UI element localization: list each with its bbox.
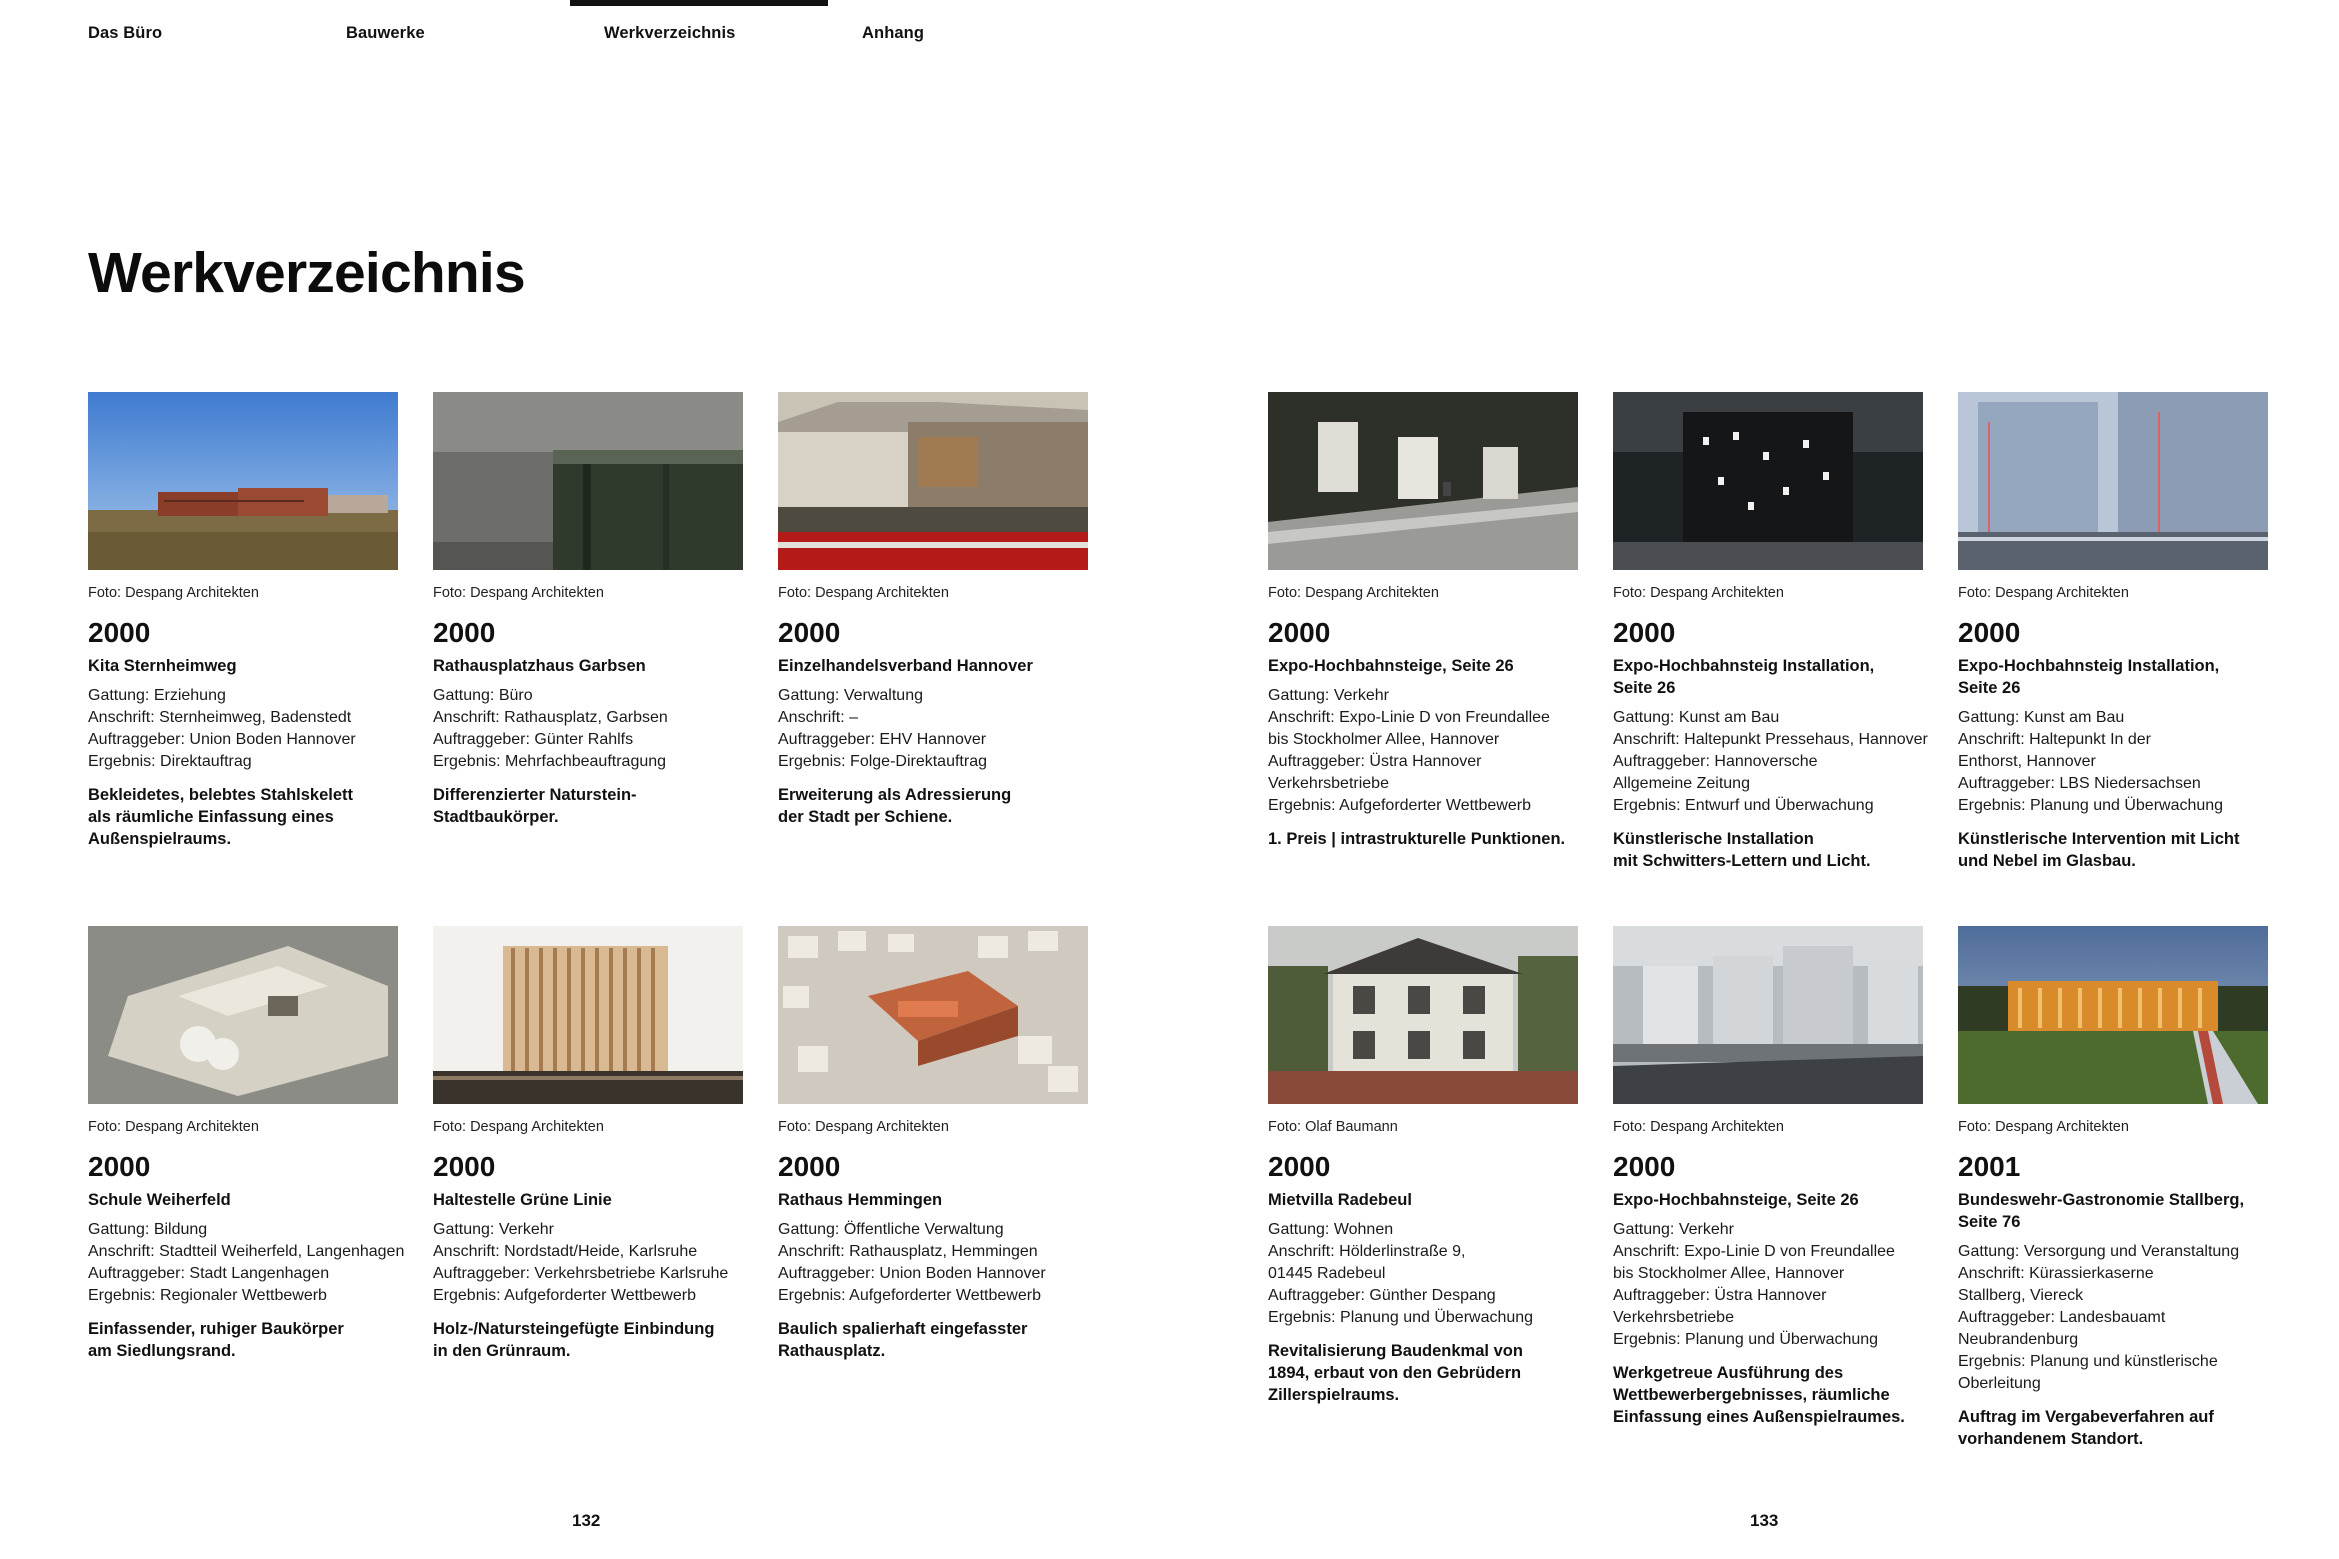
project-description: Auftrag im Vergabeverfahren auf vorhandenem Standort. <box>1958 1408 2214 1448</box>
project-meta: Gattung: Kunst am Bau Anschrift: Haltepunkt In der Enthorst, Hannover Auftraggeber: LBS Niedersachsen Ergebnis: Planung und Überwachung <box>1958 709 2224 814</box>
project-title: Expo-Hochbahnsteige, Seite 26 <box>1268 657 1514 675</box>
project-photo <box>1268 926 1578 1104</box>
project-description: Werkgetreue Ausführung des Wettbewerbergebnisses, räumliche Einfassung eines Außenspielraumes. <box>1613 1364 1905 1426</box>
photo-credit: Foto: Despang Architekten <box>88 585 259 601</box>
project-description: Bekleidetes, belebtes Stahlskelett als räumliche Einfassung eines Außenspielraums. <box>88 786 354 848</box>
project-title: Expo-Hochbahnsteig Installation, Seite 26 <box>1958 657 2220 697</box>
project-photo <box>88 926 398 1104</box>
project-description: Einfassender, ruhiger Baukörper am Siedlungsrand. <box>88 1320 344 1360</box>
photo-credit: Foto: Despang Architekten <box>778 585 949 601</box>
project-title: Bundeswehr-Gastronomie Stallberg, Seite 76 <box>1958 1191 2245 1231</box>
project-title: Schule Weiherfeld <box>88 1191 231 1209</box>
project-meta: Gattung: Bildung Anschrift: Stadtteil Weiherfeld, Langenhagen Auftraggeber: Stadt Langenhagen Ergebnis: Regionaler Wettbewerb <box>88 1221 405 1304</box>
nav-item-das-buero[interactable]: Das Büro <box>88 24 163 42</box>
project-year: 2000 <box>778 617 841 648</box>
project-title: Haltestelle Grüne Linie <box>433 1191 612 1209</box>
photo-credit: Foto: Despang Architekten <box>1958 1119 2129 1135</box>
top-navigation <box>0 0 2339 60</box>
photo-credit: Foto: Despang Architekten <box>1958 585 2129 601</box>
project-meta: Gattung: Verkehr Anschrift: Expo-Linie D von Freundallee bis Stockholmer Allee, Hannover Auftraggeber: Üstra Hannover Verkehrsbetriebe Ergebnis: Planung und Überwachung <box>1613 1221 1895 1348</box>
project-card <box>1268 926 1578 1406</box>
photo-credit: Foto: Despang Architekten <box>1613 585 1784 601</box>
project-title: Mietvilla Radebeul <box>1268 1191 1412 1209</box>
project-title: Rathausplatzhaus Garbsen <box>433 657 646 675</box>
photo-credit: Foto: Despang Architekten <box>1613 1119 1784 1135</box>
nav-active-indicator <box>570 0 828 6</box>
project-meta: Gattung: Verwaltung Anschrift: – Auftraggeber: EHV Hannover Ergebnis: Folge-Direktauftrag <box>778 687 987 770</box>
project-meta: Gattung: Versorgung und Veranstaltung Anschrift: Kürassierkaserne Stallberg, Viereck Auftraggeber: Landesbauamt Neubrandenburg Ergebnis: Planung und künstlerische Oberleitung <box>1958 1243 2240 1392</box>
project-card <box>1958 392 2268 872</box>
project-meta: Gattung: Wohnen Anschrift: Hölderlinstraße 9, 01445 Radebeul Auftraggeber: Günther Despang Ergebnis: Planung und Überwachung <box>1268 1221 1534 1326</box>
page-number-right: 133 <box>1750 1511 1779 1530</box>
project-title: Expo-Hochbahnsteig Installation, Seite 26 <box>1613 657 1875 697</box>
photo-credit: Foto: Despang Architekten <box>778 1119 949 1135</box>
project-year: 2000 <box>88 1151 151 1182</box>
project-meta: Gattung: Verkehr Anschrift: Expo-Linie D von Freundallee bis Stockholmer Allee, Hannover Auftraggeber: Üstra Hannover Verkehrsbetriebe Ergebnis: Aufgeforderter Wettbewerb <box>1268 687 1550 814</box>
project-meta: Gattung: Kunst am Bau Anschrift: Haltepunkt Pressehaus, Hannover Auftraggeber: Hannoversche Allgemeine Zeitung Ergebnis: Entwurf und Überwachung <box>1613 709 1928 814</box>
project-photo <box>1613 392 1923 570</box>
project-year: 2000 <box>433 617 496 648</box>
project-card <box>778 926 1088 1362</box>
project-photo <box>1268 392 1578 570</box>
project-description: Erweiterung als Adressierung der Stadt per Schiene. <box>778 786 1012 826</box>
project-year: 2000 <box>433 1151 496 1182</box>
project-description: Revitalisierung Baudenkmal von 1894, erbaut von den Gebrüdern Zillerspielraums. <box>1268 1342 1523 1404</box>
project-photo <box>778 392 1088 570</box>
project-photo <box>88 392 398 570</box>
project-title: Expo-Hochbahnsteige, Seite 26 <box>1613 1191 1859 1209</box>
project-description: Künstlerische Intervention mit Licht und Nebel im Glasbau. <box>1958 830 2240 870</box>
project-year: 2000 <box>1268 617 1331 648</box>
project-description: Holz-/Natursteingefügte Einbindung in den Grünraum. <box>433 1320 715 1360</box>
project-description: Baulich spalierhaft eingefasster Rathausplatz. <box>778 1320 1028 1360</box>
project-meta: Gattung: Büro Anschrift: Rathausplatz, Garbsen Auftraggeber: Günter Rahlfs Ergebnis: Mehrfachbeauftragung <box>433 687 668 770</box>
project-year: 2000 <box>1268 1151 1331 1182</box>
project-meta: Gattung: Erziehung Anschrift: Sternheimweg, Badenstedt Auftraggeber: Union Boden Hannover Ergebnis: Direktauftrag <box>88 687 356 770</box>
project-title: Kita Sternheimweg <box>88 657 237 675</box>
project-meta: Gattung: Verkehr Anschrift: Nordstadt/Heide, Karlsruhe Auftraggeber: Verkehrsbetriebe Karlsruhe Ergebnis: Aufgeforderter Wettbewerb <box>433 1221 729 1304</box>
photo-credit: Foto: Despang Architekten <box>433 585 604 601</box>
project-photo <box>778 926 1088 1104</box>
project-year: 2001 <box>1958 1151 2021 1182</box>
nav-item-bauwerke[interactable]: Bauwerke <box>346 24 425 42</box>
project-card <box>1613 392 1928 872</box>
project-card <box>1268 392 1578 850</box>
photo-credit: Foto: Despang Architekten <box>1268 585 1439 601</box>
project-photo <box>433 392 743 570</box>
project-title: Einzelhandelsverband Hannover <box>778 657 1033 675</box>
nav-item-anhang[interactable]: Anhang <box>862 24 925 42</box>
project-photo <box>433 926 743 1104</box>
project-description: Differenzierter Naturstein- Stadtbaukörper. <box>433 786 637 826</box>
project-year: 2000 <box>1958 617 2021 648</box>
project-card <box>88 392 398 850</box>
project-year: 2000 <box>1613 617 1676 648</box>
project-card <box>433 926 743 1362</box>
project-year: 2000 <box>778 1151 841 1182</box>
project-year: 2000 <box>1613 1151 1676 1182</box>
project-card <box>778 392 1088 828</box>
project-card <box>1613 926 1923 1428</box>
nav-item-werkverzeichnis[interactable]: Werkverzeichnis <box>604 24 736 42</box>
project-card <box>433 392 743 828</box>
page-title: Werkverzeichnis <box>88 241 525 305</box>
project-description: 1. Preis | intrastrukturelle Punktionen. <box>1268 830 1566 848</box>
photo-credit: Foto: Despang Architekten <box>433 1119 604 1135</box>
project-meta: Gattung: Öffentliche Verwaltung Anschrift: Rathausplatz, Hemmingen Auftraggeber: Union Boden Hannover Ergebnis: Aufgeforderter Wettbewerb <box>778 1221 1046 1304</box>
project-title: Rathaus Hemmingen <box>778 1191 943 1209</box>
project-photo <box>1958 926 2268 1104</box>
project-photo <box>1958 392 2268 570</box>
project-card <box>1958 926 2268 1450</box>
page-number-left: 132 <box>572 1511 601 1530</box>
project-description: Künstlerische Installation mit Schwitters-Lettern und Licht. <box>1613 830 1871 870</box>
photo-credit: Foto: Despang Architekten <box>88 1119 259 1135</box>
project-photo <box>1613 926 1923 1104</box>
project-card <box>88 926 405 1362</box>
photo-credit: Foto: Olaf Baumann <box>1268 1119 1398 1135</box>
project-year: 2000 <box>88 617 151 648</box>
